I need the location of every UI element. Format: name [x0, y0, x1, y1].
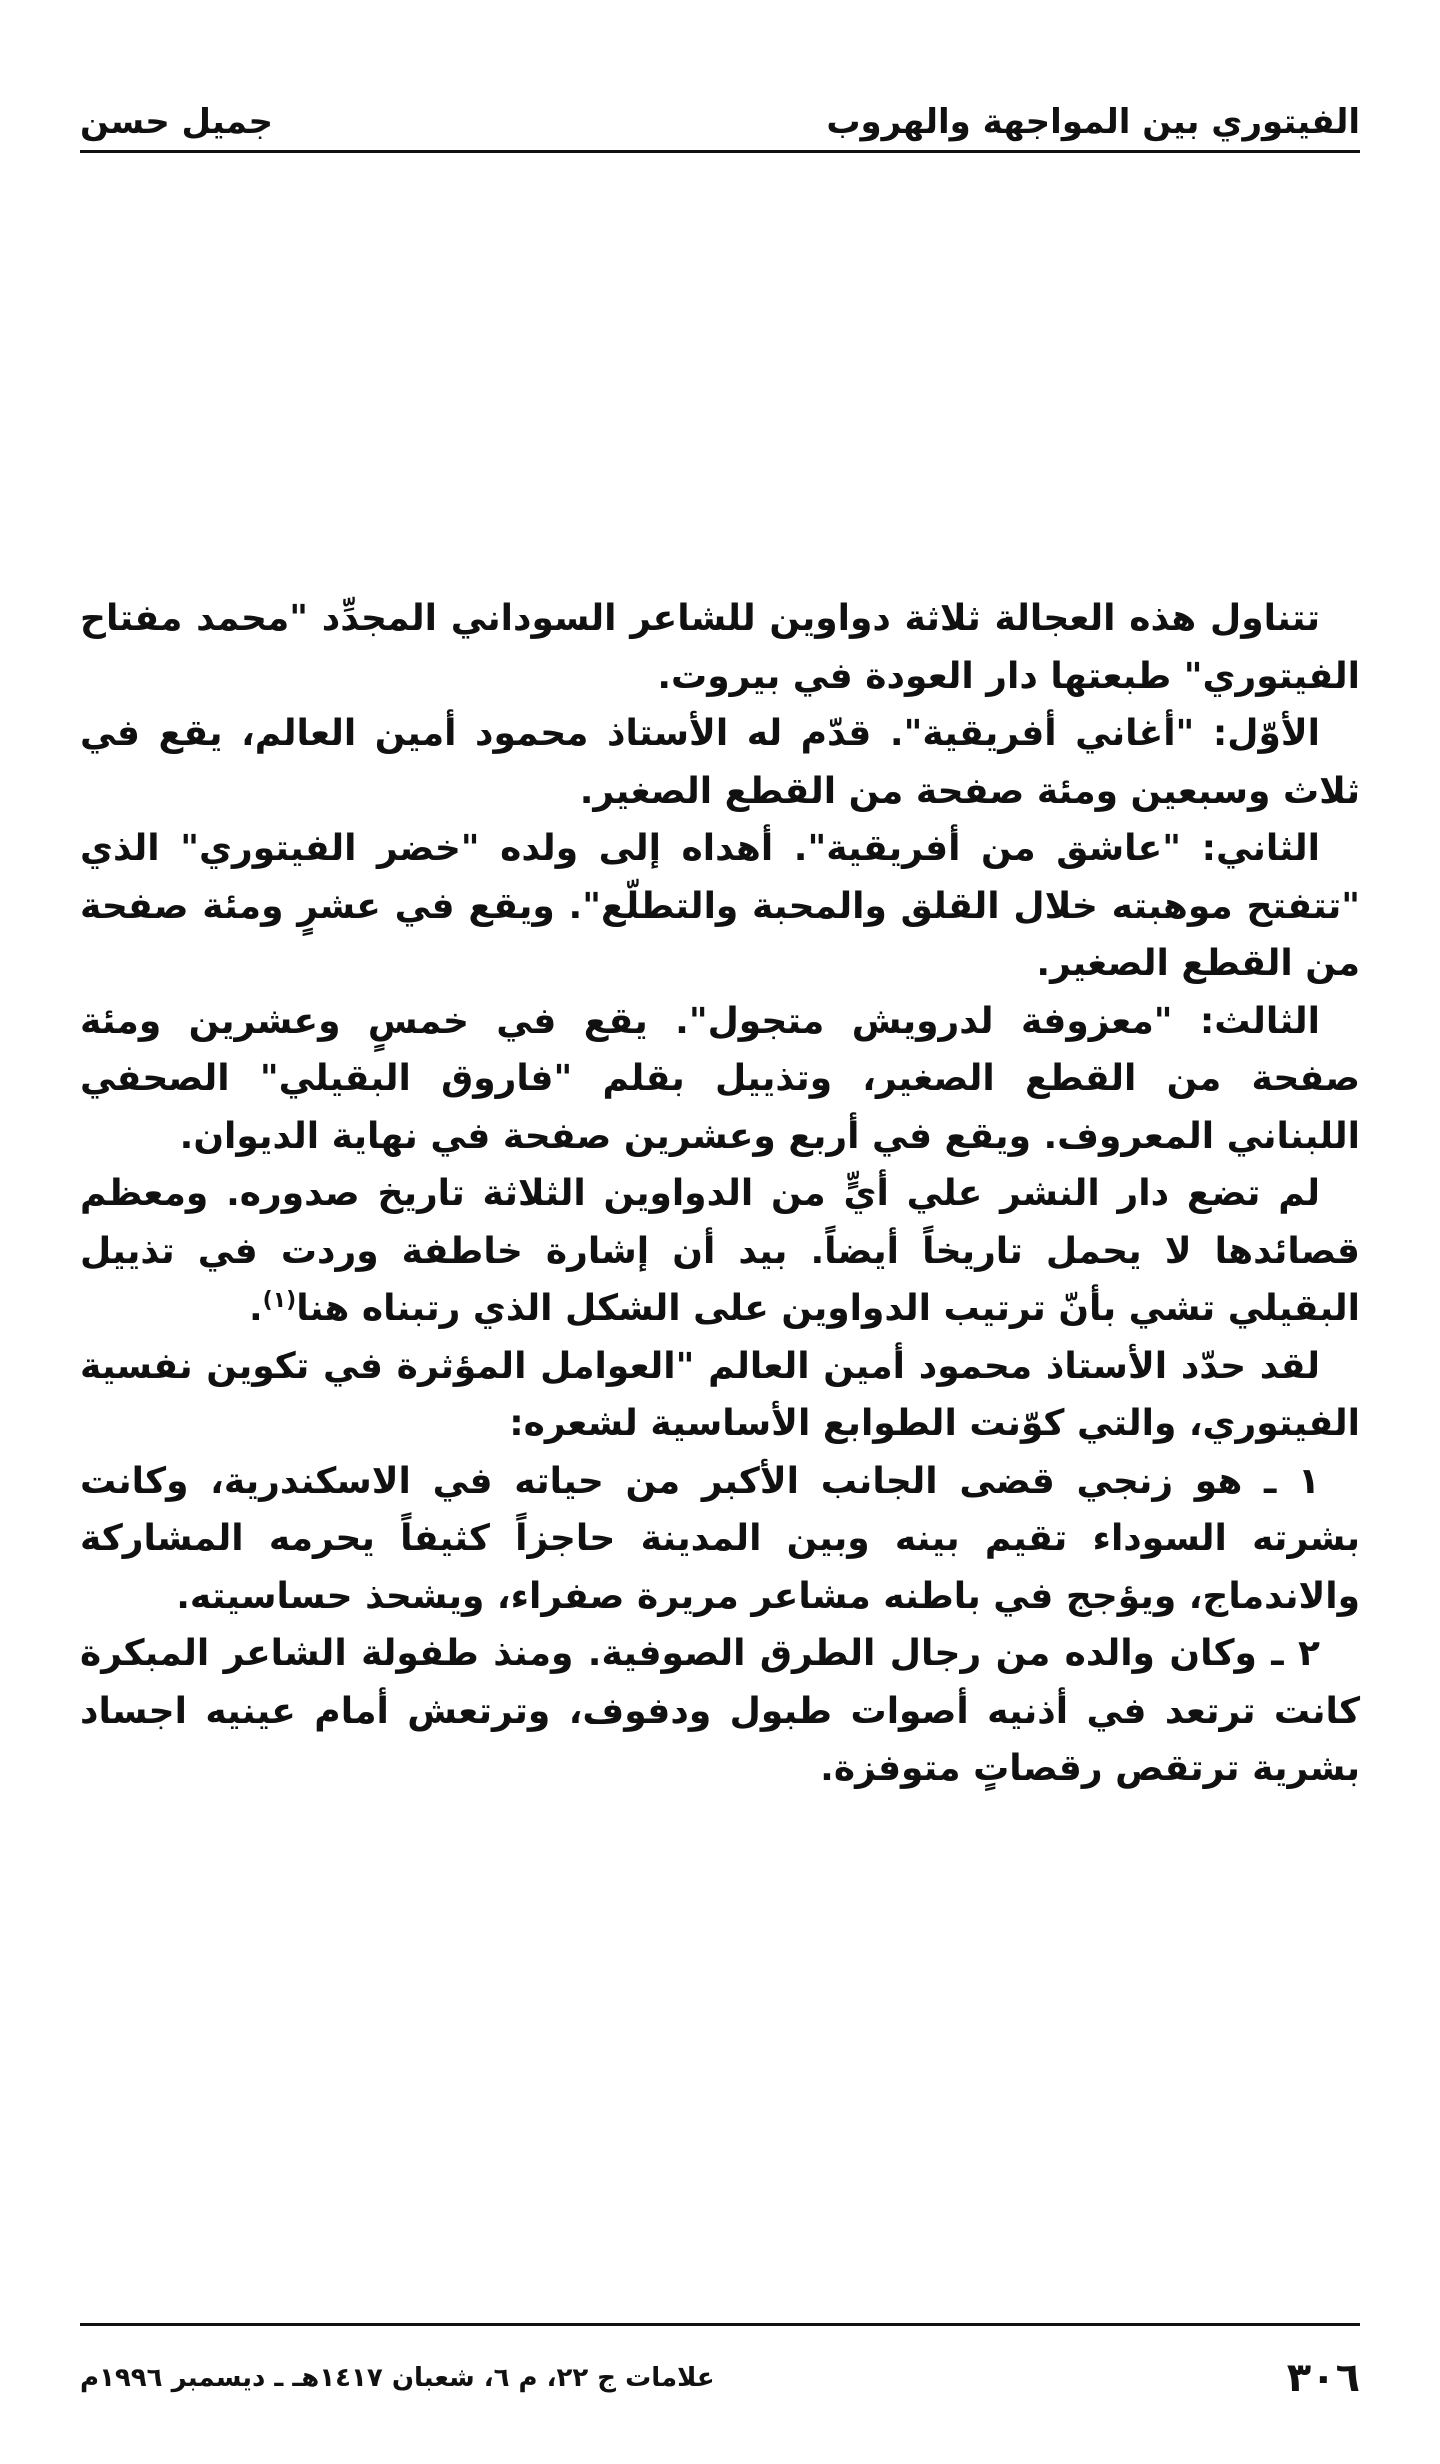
running-header	[80, 90, 1360, 153]
footnote-marker[interactable]: (١)	[262, 1288, 297, 1313]
paragraph-8: ٢ ـ وكان والده من رجال الطرق الصوفية. ومنذ طفولة الشاعر المبكرة كانت ترتعد في أذنيه أصوات طبول ودفوف، وترتعش أمام عينيه اجساد بشرية ترتقص رقصاتٍ متوفزة.	[80, 1633, 1360, 1789]
paragraph-2: الأوّل: "أغاني أفريقية". قدّم له الأستاذ محمود أمين العالم، يقع في ثلاث وسبعين ومئة صفحة من القطع الصغير.	[80, 713, 1360, 812]
article-body	[80, 590, 1360, 1798]
paragraph-1: تتناول هذه العجالة ثلاثة دواوين للشاعر السوداني المجدِّد "محمد مفتاح الفيتوري" طبعتها دار العودة في بيروت.	[80, 598, 1360, 697]
paragraph-4: الثالث: "معزوفة لدرويش متجول". يقع في خمسٍ وعشرين ومئة صفحة من القطع الصغير، وتذييل بقلم "فاروق البقيلي" الصحفي اللبناني المعروف. ويقع في أربع وعشرين صفحة في نهاية الديوان.	[80, 1000, 1360, 1157]
header-author: جميل حسن	[80, 102, 274, 142]
paragraph-3: الثاني: "عاشق من أفريقية". أهداه إلى ولده "خضر الفيتوري" الذي "تتفتح موهبته خلال القلق والمحبة والتطلّع". ويقع في عشرٍ ومئة صفحة من القطع الصغير.	[80, 828, 1360, 984]
page-number: ٣٠٦	[1286, 2355, 1360, 2401]
journal-citation: علامات ج ٢٢، م ٦، شعبان ١٤١٧هـ ـ ديسمبر ١٩٩٦م	[80, 2363, 715, 2393]
paragraph-5-text: لم تضع دار النشر علي أيٍّ من الدواوين الثلاثة تاريخ صدوره. ومعظم قصائدها لا يحمل تاريخاً أيضاً. بيد أن إشارة خاطفة وردت في تذييل البقيلي تشي بأنّ ترتيب الدواوين على الشكل الذي رتبناه هنا	[80, 1173, 1360, 1329]
header-title: الفيتوري بين المواجهة والهروب	[826, 102, 1360, 142]
paragraph-6: لقد حدّد الأستاذ محمود أمين العالم "العوامل المؤثرة في تكوين نفسية الفيتوري، والتي كوّنت الطوابع الأساسية لشعره:	[80, 1345, 1360, 1444]
running-footer	[80, 2355, 1360, 2401]
footer-divider	[80, 2323, 1360, 2326]
paragraph-5-end: .	[248, 1288, 263, 1329]
paragraph-5	[80, 1165, 1360, 1338]
paragraph-7: ١ ـ هو زنجي قضى الجانب الأكبر من حياته في الاسكندرية، وكانت بشرته السوداء تقيم بينه وبين المدينة حاجزاً كثيفاً يحرمه المشاركة والاندماج، ويؤجج في باطنه مشاعر مريرة صفراء، ويشحذ حساسيته.	[80, 1460, 1360, 1617]
